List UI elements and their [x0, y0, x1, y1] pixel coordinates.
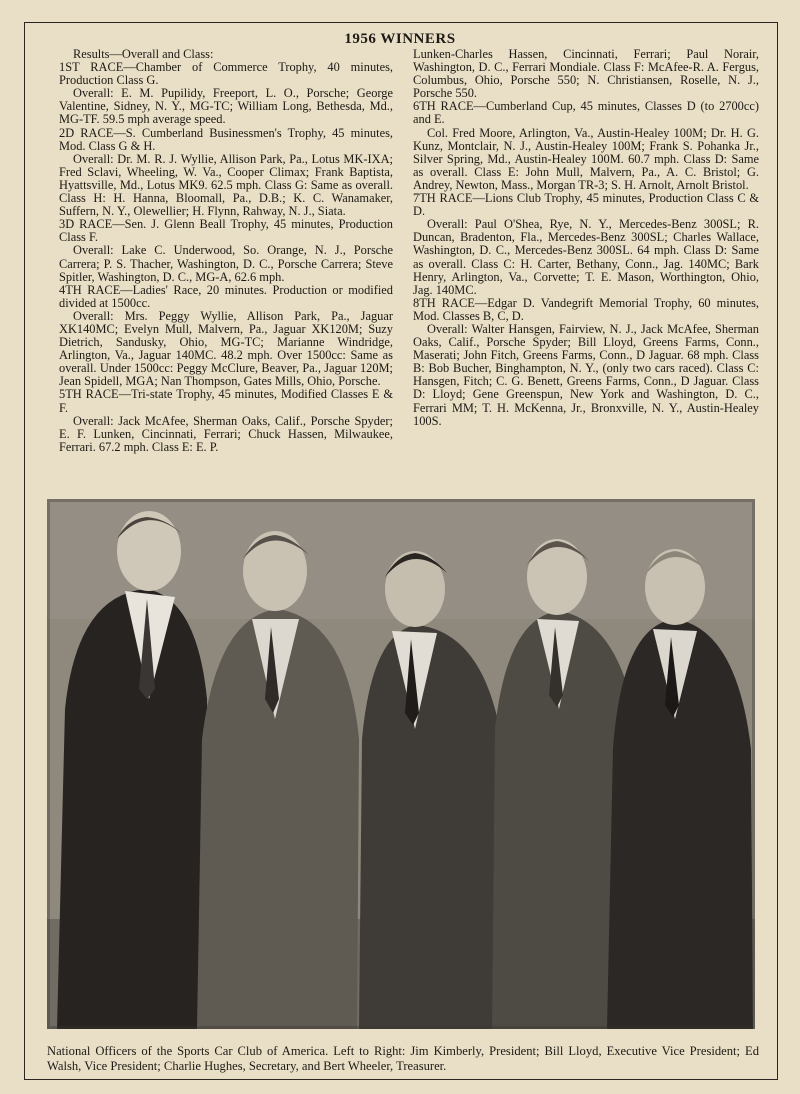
race-heading: 7TH RACE—Lions Club Trophy, 45 minutes, Production Class C & D.	[413, 191, 759, 219]
results-paragraph: Overall: Dr. M. R. J. Wyllie, Allison Park, Pa., Lotus MK-IXA; Fred Sclavi, Wheeling, W. Va., Cooper Climax; Frank Baptista, Hyattsville, Md., Lotus MK9. 62.5 mph. Class G: Same as overall. Class H: H. Hanna, Bloomall, Pa., D.B.; K. C. Wanamaker, Suffern, N. Y., Olewellier; H. Flynn, Rahway, N. J., Siata.	[59, 151, 393, 219]
results-paragraph: Overall: E. M. Pupilidy, Freeport, L. O., Porsche; George Valentine, Sidney, N. Y., MG-TC; William Long, Bethesda, Md., MG-TF. 59.5 mph average speed.	[59, 86, 393, 127]
race-heading: 8TH RACE—Edgar D. Vandegrift Memorial Trophy, 60 minutes, Mod. Classes B, C, D.	[413, 295, 759, 323]
race-heading: 6TH RACE—Cumberland Cup, 45 minutes, Classes D (to 2700cc) and E.	[413, 99, 759, 127]
race-heading: 2D RACE—S. Cumberland Businessmen's Trophy, 45 minutes, Mod. Class G & H.	[59, 125, 393, 153]
results-paragraph: Overall: Mrs. Peggy Wyllie, Allison Park, Pa., Jaguar XK140MC; Evelyn Mull, Malvern, Pa., Jaguar XK120M; Suzy Dietrich, Sandusky, Ohio, MG-TC; Marianne Windridge, Arlington, Va., Jaguar 140MC. 48.2 mph. Over 1500cc: Same as overall. Under 1500cc: Peggy McClure, Beaver, Pa., Jaguar 120M; Jean Spidell, MGA; Nan Thompson, Gates Mills, Ohio, Porsche.	[59, 308, 393, 389]
photo-caption: National Officers of the Sports Car Club of America. Left to Right: Jim Kimberly, President; Bill Lloyd, Executive Vice President; Ed Walsh, Vice President; Charlie Hughes, Secretary, and Bert Wheeler, Treasurer.	[47, 1044, 759, 1073]
results-paragraph: Overall: Lake C. Underwood, So. Orange, N. J., Porsche Carrera; P. S. Thacher, Washington, D. C., Porsche Carrera; Steve Spitler, Washington, D. C., MG-A, 62.6 mph.	[59, 243, 393, 284]
race-heading: 1ST RACE—Chamber of Commerce Trophy, 40 minutes, Production Class G.	[59, 60, 393, 88]
results-paragraph: Col. Fred Moore, Arlington, Va., Austin-Healey 100M; Dr. H. G. Kunz, Montclair, N. J., Austin-Healey 100M; Frank S. Pohanka Jr., Silver Spring, Md., Austin-Healey 100M. 60.7 mph. Class D: Same as overall. Class E: John Mull, Malvern, Pa., A. C. Bristol; G. Andrey, Newton, Mass., Morgan TR-3; S. H. Arnolt, Arnolt Bristol.	[413, 125, 759, 192]
officers-photo	[47, 499, 755, 1029]
race-heading: 5TH RACE—Tri-state Trophy, 45 minutes, Modified Classes E & F.	[59, 387, 393, 415]
page-title: 1956 WINNERS	[344, 31, 456, 47]
results-paragraph: Overall: Paul O'Shea, Rye, N. Y., Mercedes-Benz 300SL; R. Duncan, Bradenton, Fla., Mercedes-Benz 300SL; Charles Wallace, Washington, D. C., Mercedes-Benz 300SL. 64 mph. Class D: Same as overall. Class C: H. Carter, Bethany, Conn., Jag. 140MC; Bark Henry, Arlington, Va., Corvette; T. E. Mason, Worthington, Ohio, Jag. 140MC.	[413, 217, 759, 297]
results-paragraph: Overall: Jack McAfee, Sherman Oaks, Calif., Porsche Spyder; E. F. Lunken, Cincinnati, Ferrari; Chuck Hassen, Milwaukee, Ferrari. 67.2 mph. Class E: E. P.	[59, 413, 393, 454]
race-heading: 3D RACE—Sen. J. Glenn Beall Trophy, 45 minutes, Production Class F.	[59, 217, 393, 245]
officers-photo-illustration	[47, 499, 755, 1029]
results-paragraph: Overall: Walter Hansgen, Fairview, N. J., Jack McAfee, Sherman Oaks, Calif., Porsche Spyder; Bill Lloyd, Greens Farms, Conn., Maserati; John Fitch, Greens Farms, Conn., D Jaguar. 68 mph. Class B: Bob Bucher, Binghampton, N. Y., (only two cars raced). Class C: Hansgen, Fitch; C. G. Benett, Greens Farms, Conn., D Jaguar. Class D: Lloyd; Gene Greenspun, New York and Washington, D. C., Ferrari MM; T. H. McKenna, Jr., Bronxville, N. Y., Austin-Healey 100S.	[413, 321, 759, 428]
race-heading: 4TH RACE—Ladies' Race, 20 minutes. Production or modified divided at 1500cc.	[59, 282, 393, 310]
results-paragraph: Results—Overall and Class:	[73, 47, 214, 61]
results-left-column	[59, 48, 393, 454]
results-paragraph: Lunken-Charles Hassen, Cincinnati, Ferrari; Paul Norair, Washington, D. C., Ferrari Mondiale. Class F: McAfee-R. A. Fergus, Columbus, Ohio, Porsche 550; N. Christiansen, Roselle, N. J., Porsche 550.	[413, 47, 759, 101]
results-right-column	[413, 48, 759, 428]
